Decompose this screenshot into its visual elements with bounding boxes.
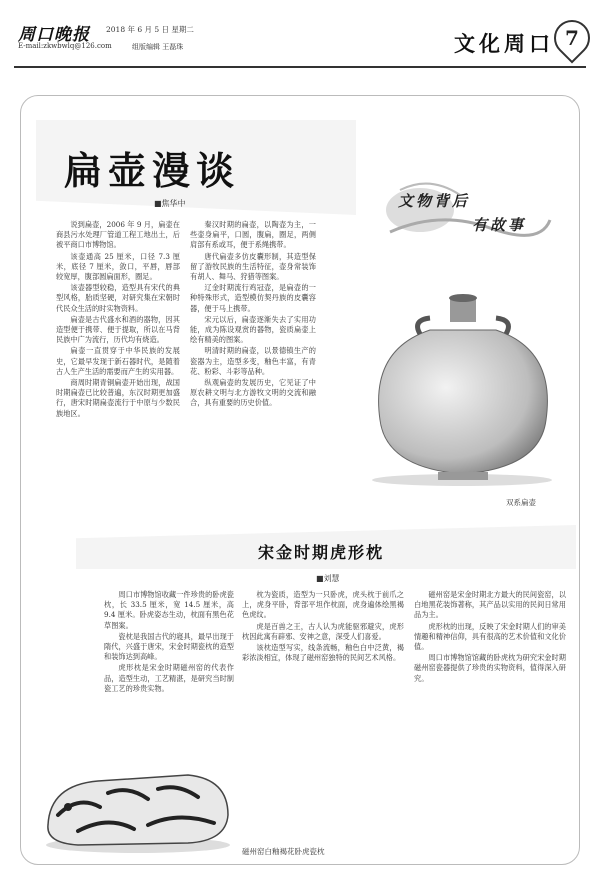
paragraph: 虎形枕是宋金时期磁州窑的代表作品，造型生动，工艺精湛，是研究当时制瓷工艺的珍贵实物。	[104, 663, 234, 693]
page-number: 7	[565, 26, 579, 50]
paragraph: 周口市博物馆收藏一件珍贵的卧虎瓷枕，长 33.5 厘米，宽 14.5 厘米，高 9.4 厘米。卧虎姿态生动，枕面有黑色花草图案。	[104, 590, 234, 630]
ink-painting-header	[380, 170, 560, 250]
paragraph: 纵观扁壶的发展历史，它见证了中原农耕文明与北方游牧文明的交流和融合，具有重要的历史价值。	[190, 378, 316, 408]
article2-column-1	[104, 590, 234, 760]
paragraph: 周口市博物馆馆藏的卧虎枕为研究宋金时期磁州窑瓷器提供了珍贵的实物资料，值得深入研究。	[414, 653, 566, 683]
flat-pot-photo	[350, 290, 572, 490]
ink-heading-line2: 有故事	[472, 216, 527, 234]
header-rule	[14, 66, 586, 68]
paragraph: 明清时期的扁壶，以景德镇生产的瓷器为主，造型多变，釉色丰富，有青花、粉彩、斗彩等品种。	[190, 346, 316, 376]
paragraph: 扁壶一直贯穿于中华民族的发展史，它最早发现于新石器时代，是随着古人生产生活的需要而产生的实用器。	[56, 346, 180, 376]
paragraph: 该壶器型较稳，造型具有宋代的典型风格，胎质坚硬，对研究集在宋朝时代民众生活的时实物资料。	[56, 283, 180, 313]
layout-editor: 组版编辑 王磊珠	[132, 43, 184, 51]
paragraph: 枕为瓷质，造型为一只卧虎，虎头枕于前爪之上，虎身平卧，背部平坦作枕面，虎身遍体绘黑褐色虎纹。	[242, 590, 404, 620]
article2-column-2	[242, 590, 404, 840]
tiger-pillow-caption: 磁州窑白釉褐花卧虎瓷枕	[242, 847, 325, 856]
newspaper-logo: 周口晚报	[18, 25, 90, 45]
page-number-badge	[547, 13, 598, 64]
article2-column-3	[414, 590, 566, 840]
article-title-tiger-pillow: 宋金时期虎形枕	[258, 543, 385, 562]
section-title: 文化周口	[454, 31, 554, 56]
paragraph: 瓷枕是我国古代的寝具，最早出现于隋代，兴盛于唐宋，宋金时期瓷枕的造型和装饰达到高峰。	[104, 631, 234, 662]
article1-column-2	[190, 220, 316, 490]
contact-email[interactable]: E-mail:zkwbwlq@126.com	[18, 42, 112, 50]
paragraph: 宋元以后，扁壶逐渐失去了实用功能，成为陈设观赏的器物，瓷质扁壶上绘有精美的图案。	[190, 314, 316, 345]
paragraph: 辽金时期流行鸡冠壶，是扁壶的一种特殊形式，造型模仿契丹族的皮囊容器，便于马上携带。	[190, 283, 316, 313]
paragraph: 该壶通高 25 厘米，口径 7.3 厘米，底径 7 厘米，敛口，平唇，唇部较宽厚，腹部圆扁面形，圈足。	[56, 251, 180, 282]
article1-column-1	[56, 220, 180, 480]
paragraph: 虎形枕的出现，反映了宋金时期人们的审美情趣和精神信仰，具有很高的艺术价值和文化价值。	[414, 621, 566, 652]
paragraph: 扁壶是古代盛水和酒的器物，因其造型便于携带、便于提取，所以在马背民族中广为流行，历代均有烧造。	[56, 314, 180, 345]
paragraph: 该枕造型写实，线条流畅，釉色白中泛黄，褐彩浓淡相宜，体现了磁州窑独特的民间艺术风格。	[242, 643, 404, 663]
ink-heading-line1: 文物背后	[398, 192, 471, 210]
paragraph: 说到扁壶，2006 年 9 月，扁壶在商县污水处理厂管道工程工地出土，后被平商口市博物馆。	[56, 220, 180, 250]
flat-pot-illustration	[350, 290, 572, 490]
paragraph: 秦汉时期的扁壶，以陶壶为主，一些壶身扁平，口圆，腹扁，圈足，两侧肩部有系或耳，便于系绳携带。	[190, 220, 316, 250]
paragraph: 虎是百兽之王，古人认为虎能驱邪避灾，虎形枕因此寓有辟邪、安神之意，深受人们喜爱。	[242, 621, 404, 641]
masthead	[14, 18, 586, 70]
paragraph: 唐代扁壶多仿皮囊形制，其造型保留了游牧民族的生活特征，壶身常装饰有胡人、舞马、狩猎等图案。	[190, 251, 316, 282]
issue-date: 2018 年 6 月 5 日 星期二	[106, 25, 194, 34]
flat-pot-caption: 双系扁壶	[506, 498, 536, 507]
article-title-flat-pot: 扁壶漫谈	[64, 148, 241, 193]
article-byline: ■焦华中	[154, 199, 186, 208]
tiger-pillow-illustration	[38, 745, 236, 857]
tiger-pillow-photo	[38, 745, 236, 857]
article2-byline: ■刘慧	[316, 574, 340, 583]
paragraph: 商周时期青铜扁壶开始出现，战国时期扁壶已比较普遍，东汉时期更加盛行，唐宋时期扁壶流行于中原与少数民族地区。	[56, 378, 180, 418]
paragraph: 磁州窑是宋金时期北方最大的民间瓷窑，以白地黑花装饰著称，其产品以实用的民间日常用品为主。	[414, 590, 566, 620]
